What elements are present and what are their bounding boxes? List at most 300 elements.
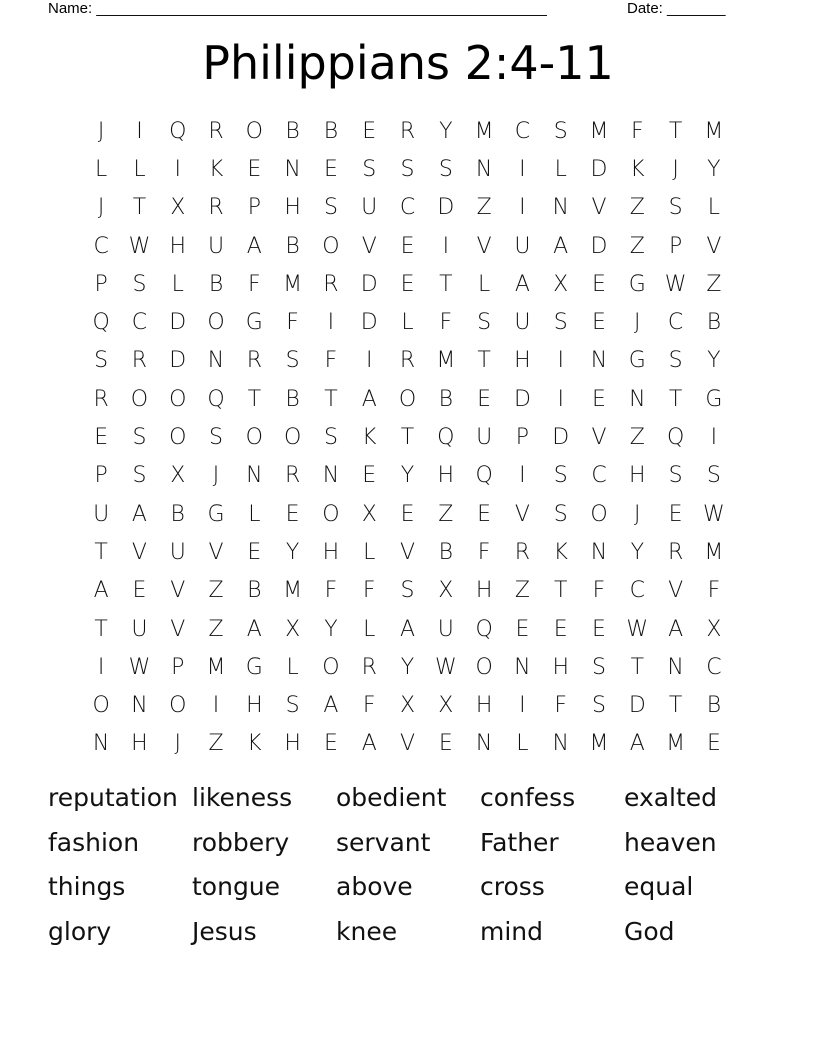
grid-letter: T	[324, 386, 338, 412]
grid-letter: Y	[285, 539, 300, 565]
grid-letter: F	[554, 693, 568, 719]
grid-letter: S	[553, 501, 568, 527]
grid-letter: Q	[92, 310, 110, 336]
grid-letter: F	[707, 578, 721, 604]
grid-letter: V	[131, 539, 147, 565]
grid-letter: S	[592, 693, 606, 719]
grid-letter: H	[284, 731, 301, 757]
grid-letter: T	[668, 118, 683, 144]
grid-letter: J	[212, 463, 220, 489]
grid-letter: H	[552, 654, 569, 680]
grid-letter: E	[553, 616, 568, 642]
grid-letter: F	[362, 578, 376, 604]
grid-letter: D	[360, 310, 378, 336]
grid-letter: F	[324, 348, 338, 374]
grid-letter: O	[283, 425, 302, 451]
grid-letter: T	[668, 693, 683, 719]
grid-letter: T	[630, 654, 645, 680]
grid-letter: V	[591, 195, 607, 221]
grid-letter: A	[323, 693, 339, 719]
grid-letter: E	[477, 501, 492, 527]
grid-letter: A	[131, 501, 147, 527]
grid-letter: X	[399, 693, 416, 719]
grid-letter: B	[285, 386, 300, 412]
grid-letter: A	[629, 731, 645, 757]
grid-letter: T	[668, 386, 683, 412]
grid-letter: Y	[324, 616, 338, 642]
grid-letter: C	[131, 310, 148, 336]
grid-letter: E	[706, 731, 721, 757]
grid-letter: R	[323, 271, 339, 297]
grid-letter: M	[474, 118, 494, 144]
grid-letter: S	[209, 425, 224, 451]
grid-letter: V	[399, 539, 416, 565]
word-bank-item: things	[48, 872, 126, 901]
grid-letter: I	[519, 693, 526, 719]
grid-letter: C	[629, 578, 645, 604]
grid-letter: J	[174, 731, 181, 757]
grid-letter: V	[476, 233, 492, 259]
grid-letter: H	[629, 463, 646, 489]
grid-letter: D	[628, 693, 646, 719]
grid-letter: Z	[629, 233, 645, 259]
grid-letter: G	[628, 271, 646, 297]
grid-letter: M	[283, 271, 303, 297]
grid-letter: H	[284, 195, 301, 221]
grid-letter: Z	[706, 271, 722, 297]
grid-letter: C	[514, 118, 531, 144]
grid-letter: E	[323, 156, 338, 182]
grid-letter: I	[519, 463, 526, 489]
grid-letter: H	[475, 693, 493, 719]
grid-letter: U	[169, 539, 186, 565]
grid-letter: I	[557, 386, 564, 412]
grid-letter: S	[592, 654, 606, 680]
grid-letter: U	[514, 310, 531, 336]
grid-letter: Q	[666, 425, 685, 451]
grid-letter: S	[668, 348, 683, 374]
grid-letter: T	[439, 271, 453, 297]
grid-letter: O	[322, 501, 340, 527]
grid-letter: X	[170, 195, 186, 221]
grid-letter: Z	[208, 578, 224, 604]
grid-letter: C	[591, 463, 607, 489]
grid-letter: E	[592, 271, 606, 297]
grid-letter: L	[554, 156, 567, 182]
grid-letter: N	[92, 731, 110, 757]
grid-letter: I	[442, 233, 450, 259]
grid-letter: O	[322, 233, 340, 259]
grid-letter: B	[285, 233, 300, 259]
grid-letter: N	[284, 156, 301, 182]
word-bank-item: God	[624, 916, 675, 946]
grid-letter: D	[360, 271, 378, 297]
grid-letter: B	[247, 578, 262, 604]
grid-letter: E	[94, 425, 109, 451]
grid-letter: U	[131, 616, 148, 642]
grid-letter: J	[97, 195, 105, 221]
grid-letter: S	[668, 463, 683, 489]
grid-letter: E	[362, 463, 377, 489]
grid-letter: F	[362, 693, 376, 719]
grid-letter: I	[174, 156, 181, 182]
grid-letter: J	[97, 118, 105, 144]
grid-letter: A	[93, 578, 109, 604]
grid-letter: U	[437, 616, 454, 642]
grid-letter: T	[94, 616, 108, 642]
grid-letter: A	[668, 616, 684, 642]
grid-letter: Q	[169, 118, 187, 144]
grid-letter: I	[519, 156, 526, 182]
grid-letter: B	[208, 271, 224, 297]
grid-letter: Z	[514, 578, 530, 604]
grid-letter: Z	[208, 731, 224, 757]
grid-letter: A	[553, 233, 569, 259]
grid-letter: M	[666, 731, 686, 757]
grid-letter: K	[362, 425, 377, 451]
grid-letter: R	[131, 348, 148, 374]
grid-letter: R	[208, 195, 224, 221]
grid-letter: G	[628, 348, 646, 374]
word-bank-item: robbery	[192, 827, 290, 857]
grid-letter: V	[361, 233, 377, 259]
grid-letter: O	[398, 386, 417, 412]
grid-letter: D	[552, 425, 570, 451]
grid-letter: O	[169, 386, 187, 412]
name-field-line: Name: ______________________________________________________	[48, 0, 547, 17]
word-bank-item: Jesus	[192, 916, 257, 946]
grid-letter: E	[362, 118, 377, 144]
grid-letter: V	[170, 616, 186, 642]
grid-letter: S	[553, 310, 568, 336]
grid-letter: D	[437, 195, 455, 221]
grid-letter: S	[132, 271, 147, 297]
grid-letter: D	[513, 386, 531, 412]
grid-letter: M	[704, 539, 724, 565]
grid-letter: B	[285, 118, 300, 144]
word-bank-item: tongue	[192, 872, 281, 901]
grid-letter: Y	[400, 654, 415, 680]
grid-letter: H	[131, 731, 148, 757]
grid-letter: S	[553, 118, 568, 144]
grid-letter: N	[590, 539, 608, 565]
grid-letter: R	[93, 386, 109, 412]
grid-letter: S	[362, 156, 377, 182]
grid-letter: E	[592, 310, 606, 336]
grid-letter: O	[245, 425, 263, 451]
grid-letter: U	[476, 425, 493, 451]
grid-letter: M	[589, 118, 609, 144]
word-bank-item: mind	[480, 916, 544, 946]
grid-letter: D	[169, 348, 187, 374]
grid-letter: L	[363, 539, 376, 565]
grid-letter: N	[322, 463, 340, 489]
grid-letter: S	[285, 693, 300, 719]
word-bank-item: knee	[336, 916, 398, 946]
grid-letter: K	[247, 731, 262, 757]
grid-letter: E	[438, 731, 453, 757]
grid-letter: V	[170, 578, 186, 604]
grid-letter: C	[93, 233, 109, 259]
grid-letter: A	[514, 271, 530, 297]
grid-letter: K	[630, 156, 645, 182]
page-title: Philippians 2:4-11	[202, 36, 614, 90]
grid-letter: Y	[630, 539, 645, 565]
grid-letter: E	[132, 578, 147, 604]
grid-letter: A	[246, 233, 262, 259]
word-bank-item: likeness	[192, 783, 293, 812]
grid-letter: X	[706, 616, 722, 642]
word-bank-item: equal	[624, 872, 694, 901]
grid-letter: X	[170, 463, 186, 489]
grid-letter: C	[706, 654, 722, 680]
word-bank	[48, 776, 768, 954]
grid-letter: L	[286, 654, 299, 680]
word-bank-item: Father	[480, 827, 559, 857]
grid-letter: O	[92, 693, 110, 719]
grid-letter: S	[706, 463, 721, 489]
grid-letter: B	[438, 386, 454, 412]
grid-letter: R	[399, 118, 416, 144]
grid-letter: Y	[400, 463, 415, 489]
word-bank-item: servant	[336, 827, 431, 857]
grid-letter: E	[592, 616, 606, 642]
grid-letter: R	[284, 463, 301, 489]
grid-letter: J	[634, 310, 641, 336]
grid-letter: O	[245, 118, 263, 144]
grid-letter: S	[323, 195, 338, 221]
grid-letter: T	[400, 425, 415, 451]
grid-letter: E	[515, 616, 530, 642]
grid-letter: O	[475, 654, 493, 680]
grid-letter: I	[365, 348, 373, 374]
grid-letter: O	[169, 425, 187, 451]
grid-letter: B	[323, 118, 339, 144]
grid-letter: S	[477, 310, 492, 336]
grid-letter: F	[439, 310, 453, 336]
grid-letter: X	[438, 578, 454, 604]
grid-letter: X	[553, 271, 569, 297]
grid-letter: S	[400, 156, 415, 182]
grid-letter: F	[286, 310, 299, 336]
grid-letter: T	[132, 195, 147, 221]
grid-letter: K	[553, 539, 568, 565]
grid-letter: K	[208, 156, 224, 182]
word-bank-item: heaven	[624, 827, 717, 857]
grid-letter: L	[133, 156, 146, 182]
grid-letter: F	[324, 578, 338, 604]
grid-letter: L	[707, 195, 721, 221]
grid-letter: P	[171, 654, 185, 680]
grid-letter: E	[592, 386, 606, 412]
grid-letter: X	[285, 616, 301, 642]
grid-letter: V	[668, 578, 684, 604]
grid-letter: L	[363, 616, 376, 642]
grid-letter: L	[516, 731, 529, 757]
grid-letter: O	[169, 693, 187, 719]
word-bank-item: confess	[480, 783, 576, 812]
grid-letter: N	[246, 463, 263, 489]
grid-letter: F	[248, 271, 261, 297]
grid-letter: N	[475, 156, 493, 182]
grid-letter: M	[206, 654, 226, 680]
grid-letter: X	[361, 501, 377, 527]
grid-letter: S	[132, 463, 147, 489]
grid-letter: I	[212, 693, 220, 719]
grid-letter: O	[590, 501, 608, 527]
grid-letter: I	[710, 425, 718, 451]
grid-letter: F	[592, 578, 606, 604]
word-bank-item: reputation	[48, 783, 178, 812]
grid-letter: Y	[707, 348, 721, 374]
grid-letter: Z	[629, 425, 645, 451]
grid-letter: P	[515, 425, 530, 451]
grid-letter: L	[95, 156, 108, 182]
grid-letter: V	[514, 501, 530, 527]
grid-letter: S	[94, 348, 109, 374]
grid-letter: D	[169, 310, 187, 336]
grid-letter: Z	[438, 501, 454, 527]
grid-letter: E	[323, 731, 338, 757]
grid-letter: I	[327, 310, 335, 336]
grid-letter: B	[706, 693, 722, 719]
grid-letter: T	[94, 539, 108, 565]
word-bank-item: obedient	[336, 783, 447, 812]
grid-letter: T	[553, 578, 568, 604]
grid-letter: Z	[629, 195, 645, 221]
grid-letter: L	[171, 271, 184, 297]
grid-letter: R	[246, 348, 262, 374]
word-search-grid	[82, 112, 733, 763]
grid-letter: R	[208, 118, 224, 144]
grid-letter: A	[361, 386, 377, 412]
grid-letter: H	[475, 578, 493, 604]
grid-letter: S	[132, 425, 147, 451]
grid-letter: N	[207, 348, 225, 374]
grid-letter: P	[94, 271, 108, 297]
grid-letter: W	[664, 271, 687, 297]
grid-letter: R	[399, 348, 416, 374]
grid-letter: A	[246, 616, 262, 642]
grid-letter: J	[634, 501, 641, 527]
word-bank-item: above	[336, 872, 413, 901]
grid-letter: V	[208, 539, 224, 565]
word-bank-item: exalted	[624, 783, 718, 812]
grid-letter: I	[519, 195, 526, 221]
grid-letter: Y	[707, 156, 721, 182]
grid-letter: U	[93, 501, 110, 527]
grid-letter: N	[514, 654, 531, 680]
grid-letter: U	[514, 233, 531, 259]
grid-letter: B	[706, 310, 722, 336]
grid-letter: E	[285, 501, 300, 527]
grid-letter: X	[438, 693, 454, 719]
grid-letter: L	[401, 310, 414, 336]
grid-letter: R	[667, 539, 684, 565]
grid-letter: N	[590, 348, 608, 374]
word-bank-item: fashion	[48, 827, 140, 857]
grid-letter: I	[557, 348, 564, 374]
grid-letter: R	[514, 539, 531, 565]
grid-letter: G	[207, 501, 225, 527]
grid-letter: Z	[208, 616, 224, 642]
grid-letter: E	[477, 386, 492, 412]
grid-letter: S	[400, 578, 415, 604]
grid-letter: L	[248, 501, 261, 527]
grid-letter: E	[668, 501, 683, 527]
grid-letter: O	[130, 386, 149, 412]
grid-letter: Q	[437, 425, 455, 451]
grid-letter: E	[247, 539, 262, 565]
grid-letter: I	[97, 654, 105, 680]
grid-letter: A	[399, 616, 416, 642]
grid-letter: Q	[207, 386, 225, 412]
grid-letter: F	[630, 118, 644, 144]
grid-letter: H	[169, 233, 187, 259]
grid-letter: D	[590, 233, 608, 259]
grid-letter: Q	[475, 463, 493, 489]
grid-letter: E	[400, 501, 415, 527]
grid-letter: P	[94, 463, 108, 489]
grid-letter: V	[399, 731, 416, 757]
grid-letter: H	[514, 348, 531, 374]
grid-letter: S	[668, 195, 683, 221]
grid-letter: G	[245, 654, 263, 680]
grid-letter: M	[589, 731, 609, 757]
grid-letter: L	[477, 271, 491, 297]
grid-letter: A	[361, 731, 377, 757]
grid-letter: J	[672, 156, 679, 182]
word-bank-item: cross	[480, 872, 545, 901]
grid-letter: N	[131, 693, 148, 719]
grid-letter: T	[477, 348, 491, 374]
grid-letter: W	[626, 616, 649, 642]
date-field-line: Date: _______	[627, 0, 726, 17]
grid-letter: C	[399, 195, 416, 221]
grid-letter: E	[400, 233, 415, 259]
grid-letter: H	[246, 693, 263, 719]
grid-letter: O	[207, 310, 225, 336]
grid-letter: F	[477, 539, 491, 565]
grid-letter: B	[170, 501, 185, 527]
grid-letter: U	[207, 233, 225, 259]
grid-letter: E	[400, 271, 415, 297]
grid-letter: W	[128, 233, 151, 259]
grid-letter: N	[475, 731, 493, 757]
grid-letter: I	[136, 118, 143, 144]
grid-letter: W	[434, 654, 457, 680]
grid-letter: W	[703, 501, 725, 527]
grid-letter: E	[247, 156, 262, 182]
grid-letter: G	[705, 386, 723, 412]
grid-letter: G	[245, 310, 263, 336]
grid-letter: N	[629, 386, 646, 412]
grid-letter: S	[323, 425, 338, 451]
grid-letter: P	[247, 195, 261, 221]
grid-letter: B	[438, 539, 454, 565]
grid-letter: P	[668, 233, 683, 259]
grid-letter: S	[553, 463, 568, 489]
grid-letter: Y	[439, 118, 453, 144]
grid-letter: V	[591, 425, 607, 451]
header	[48, 0, 748, 20]
grid-letter: V	[706, 233, 722, 259]
grid-letter: D	[590, 156, 608, 182]
grid-letter: Z	[476, 195, 492, 221]
grid-letter: T	[247, 386, 262, 412]
grid-letter: C	[667, 310, 684, 336]
grid-letter: R	[361, 654, 377, 680]
